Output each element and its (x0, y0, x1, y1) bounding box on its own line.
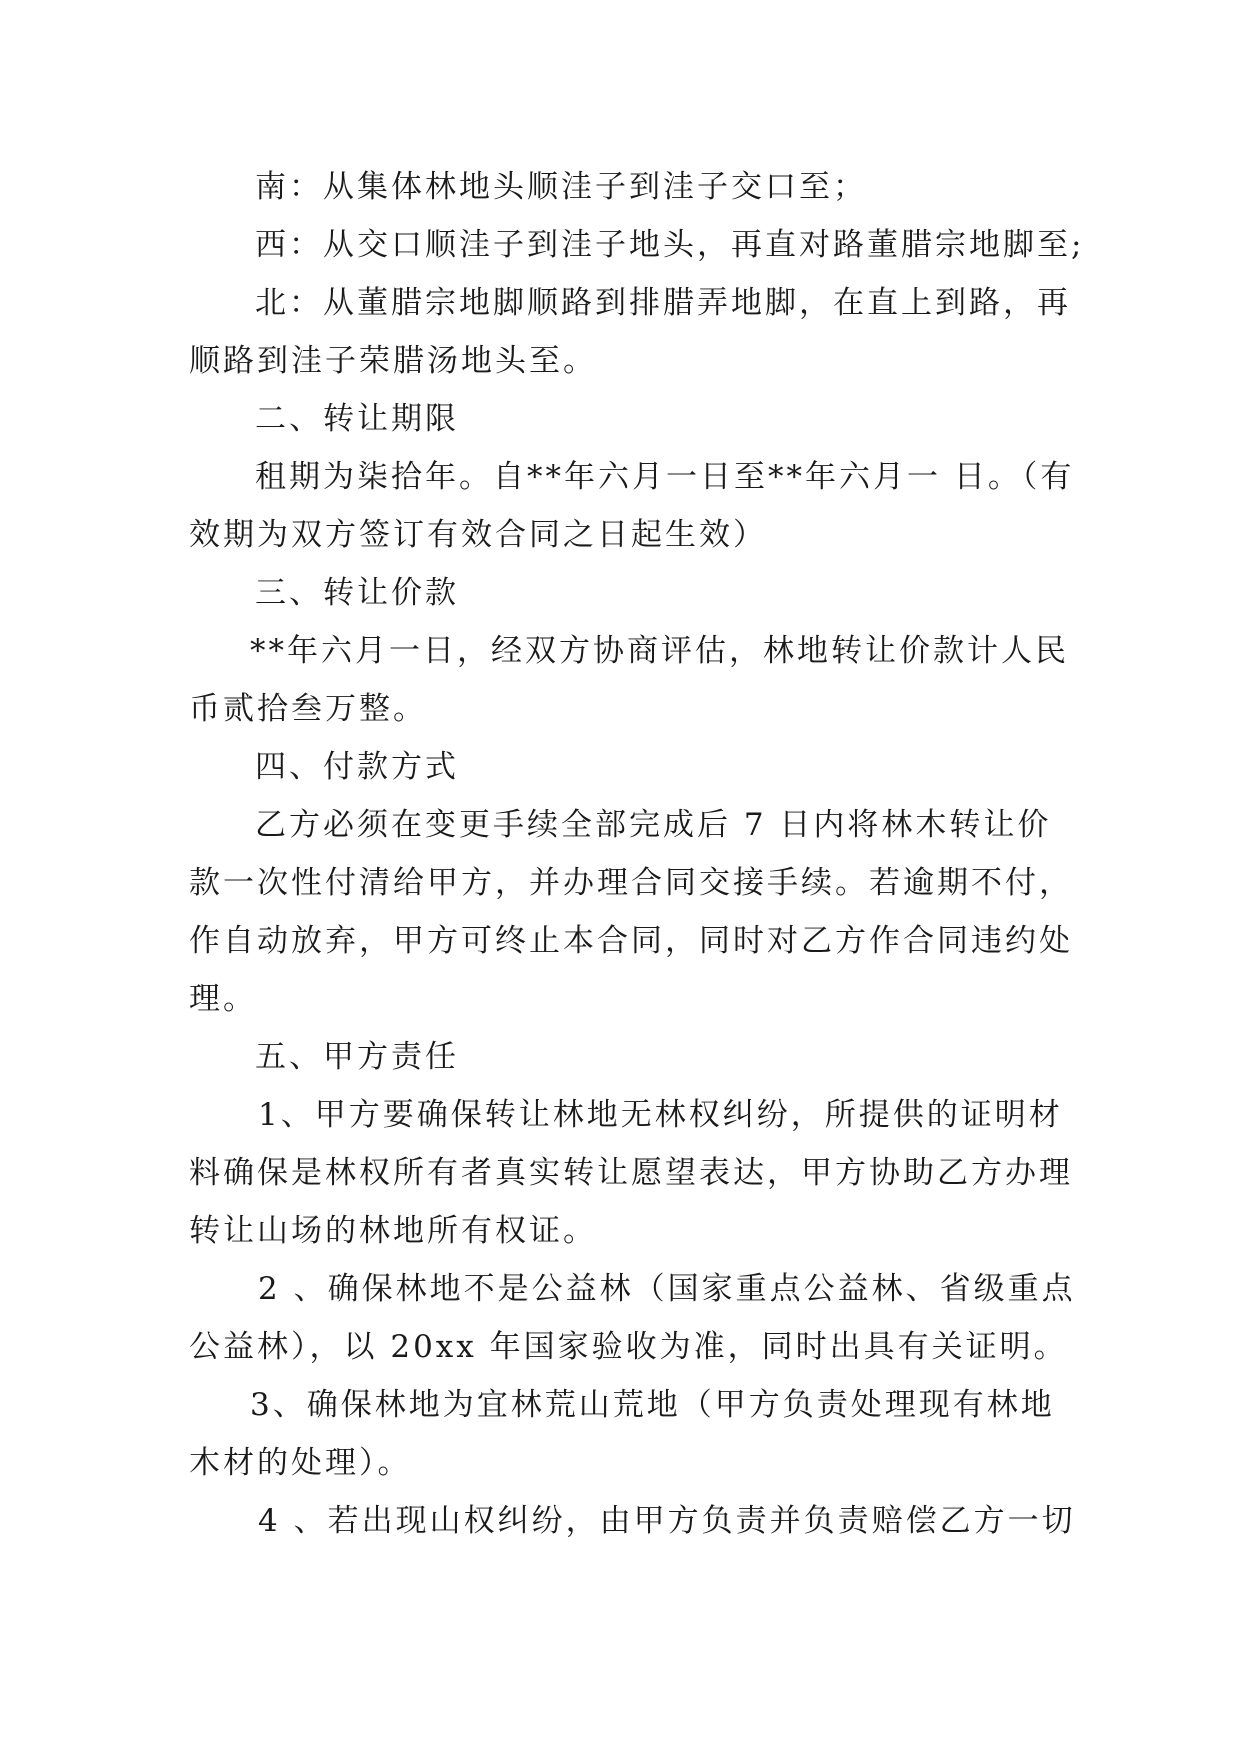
boundary-north-cont: 顺路到洼子荣腊汤地头至。 (189, 343, 597, 379)
paragraph-line: 4 、若出现山权纠纷，由甲方负责并负责赔偿乙方一切 (258, 1503, 1076, 1539)
paragraph-line: 料确保是林权所有者真实转让愿望表达，甲方协助乙方办理 (189, 1155, 1073, 1191)
boundary-west: 西：从交口顺洼子到洼子地头，再直对路董腊宗地脚至; (255, 227, 1085, 263)
section-heading-party-a: 五、甲方责任 (255, 1039, 459, 1075)
paragraph-line: 币贰拾叁万整。 (189, 691, 427, 727)
boundary-south: 南：从集体林地头顺洼子到洼子交口至； (255, 169, 867, 205)
paragraph-line: 作自动放弃，甲方可终止本合同，同时对乙方作合同违约处 (189, 923, 1073, 959)
section-heading-payment: 四、付款方式 (255, 749, 459, 785)
paragraph-line: 乙方必须在变更手续全部完成后 7 日内将林木转让价 (255, 807, 1052, 843)
paragraph-line: 效期为双方签订有效合同之日起生效） (189, 517, 767, 553)
paragraph-line: 2 、确保林地不是公益林（国家重点公益林、省级重点 (258, 1271, 1076, 1307)
paragraph-line: 木材的处理）。 (189, 1445, 412, 1481)
paragraph-line: 3、确保林地为宜林荒山荒地（甲方负责处理现有林地 (250, 1387, 1055, 1423)
paragraph-line: 1、甲方要确保转让林地无林权纠纷，所提供的证明材 (258, 1097, 1063, 1133)
paragraph-line: 款一次性付清给甲方，并办理合同交接手续。若逾期不付， (189, 865, 1073, 901)
section-heading-term: 二、转让期限 (255, 401, 459, 437)
paragraph-line: 租期为柒拾年。自**年六月一日至**年六月一 日。（有 (255, 459, 1075, 495)
paragraph-line: 公益林），以 20xx 年国家验收为准，同时出具有关证明。 (189, 1329, 1068, 1365)
paragraph-line: **年六月一日，经双方协商评估，林地转让价款计人民 (250, 633, 1069, 669)
paragraph-line: 理。 (189, 981, 257, 1017)
paragraph-line: 转让山场的林地所有权证。 (189, 1213, 597, 1249)
section-heading-price: 三、转让价款 (255, 575, 459, 611)
boundary-north: 北：从董腊宗地脚顺路到排腊弄地脚，在直上到路，再 (255, 285, 1071, 321)
